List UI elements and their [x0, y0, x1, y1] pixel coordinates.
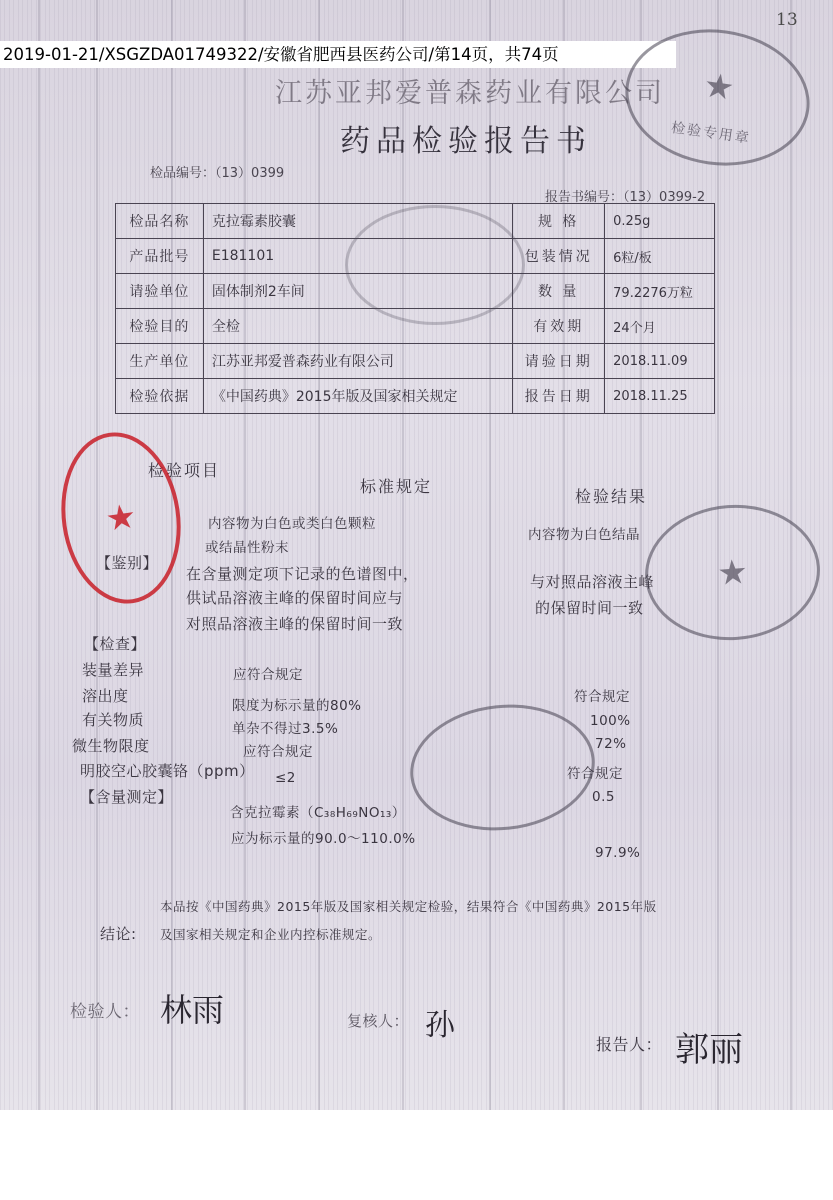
star-icon: ★ [701, 65, 737, 110]
star-icon: ★ [715, 551, 750, 594]
cell-label: 包装情况 [513, 239, 605, 274]
col-header-result: 检验结果 [575, 487, 648, 506]
cell-label: 检验目的 [116, 309, 204, 344]
cell-label: 请验单位 [116, 274, 204, 309]
table-row [116, 344, 715, 379]
cell-label: 规 格 [513, 204, 605, 239]
cell-value: 2018.11.09 [605, 344, 715, 379]
check-label: 【检查】 [84, 635, 147, 653]
table-row [116, 379, 715, 414]
col-header-standard: 标准规定 [360, 477, 433, 496]
ident-result: 与对照品溶液主峰 [530, 573, 655, 591]
conclusion-text: 及国家相关规定和企业内控标准规定。 [160, 927, 382, 942]
inspector-signature: 林雨 [160, 991, 225, 1029]
col-header-item: 检验项目 [148, 461, 221, 480]
ident-label: 【鉴别】 [96, 554, 159, 572]
check-standard: 应符合规定 [233, 667, 303, 683]
faded-seal-stamp [345, 205, 525, 325]
ident-standard: 在含量测定项下记录的色谱图中， [186, 565, 419, 583]
conclusion-text: 本品按《中国药典》2015年版及国家相关规定检验，结果符合《中国药典》2015年版 [160, 899, 657, 914]
ident-standard: 供试品溶液主峰的保留时间应与 [186, 589, 404, 607]
cell-label: 报告日期 [513, 379, 605, 414]
check-standard: 单杂不得过3.5% [232, 721, 339, 737]
assay-label: 【含量测定】 [80, 788, 174, 806]
reporter-signature: 郭丽 [675, 1030, 743, 1070]
traits-standard: 或结晶性粉末 [205, 540, 289, 556]
cell-value: 0.25g [605, 204, 715, 239]
cell-label: 数 量 [513, 274, 605, 309]
check-standard: 应符合规定 [243, 744, 313, 760]
traits-result: 内容物为白色结晶 [528, 527, 640, 543]
reporter-label: 报告人： [596, 1035, 663, 1054]
source-header: 2019-01-21/XSGZDA01749322/安徽省肥西县医药公司/第14页，共74页 [0, 41, 676, 68]
stamp-text: 检验专用章 [670, 119, 752, 147]
check-item: 微生物限度 [72, 737, 150, 755]
assay-standard: 含克拉霉素（C₃₈H₆₉NO₁₃） [230, 805, 406, 821]
cell-value: 固体制剂2车间 [203, 274, 512, 309]
cell-label: 请验日期 [513, 344, 605, 379]
cell-label: 生产单位 [116, 344, 204, 379]
cell-value: 6粒/板 [605, 239, 715, 274]
cell-value: 24个月 [605, 309, 715, 344]
cell-value: 江苏亚邦爱普森药业有限公司 [203, 344, 512, 379]
chromium-result: 0.5 [592, 789, 615, 805]
cell-value: 《中国药典》2015年版及国家相关规定 [203, 379, 512, 414]
cell-value: 克拉霉素胶囊 [203, 204, 512, 239]
report-seal-stamp [404, 696, 601, 840]
check-item: 有关物质 [82, 711, 145, 729]
check-result: 符合规定 [574, 689, 630, 705]
cell-value: 79.2276万粒 [605, 274, 715, 309]
cell-label: 检品名称 [116, 204, 204, 239]
page-mark: 13 [776, 10, 798, 30]
check-result: 100% [590, 713, 631, 729]
check-result: 符合规定 [567, 766, 623, 782]
check-item: 装量差异 [82, 661, 145, 679]
cell-label: 产品批号 [116, 239, 204, 274]
check-result: 72% [595, 736, 627, 752]
check-standard: ≤2 [275, 770, 296, 786]
cell-value: 2018.11.25 [605, 379, 715, 414]
ident-standard: 对照品溶液主峰的保留时间一致 [186, 615, 404, 633]
star-icon: ★ [103, 496, 139, 540]
assay-standard: 应为标示量的90.0～110.0% [231, 831, 416, 847]
traits-standard: 内容物为白色或类白色颗粒 [208, 516, 376, 532]
cell-value: 全检 [203, 309, 512, 344]
report-title: 药品检验报告书 [340, 124, 592, 159]
cell-label: 检验依据 [116, 379, 204, 414]
conclusion-label: 结论: [100, 925, 137, 943]
check-item: 溶出度 [82, 687, 129, 705]
ident-result: 的保留时间一致 [535, 599, 644, 617]
sample-number: 检品编号：（13）0399 [150, 166, 285, 181]
check-item: 明胶空心胶囊铬（ppm） [80, 762, 255, 780]
cell-value: E181101 [203, 239, 512, 274]
cell-label: 有效期 [513, 309, 605, 344]
quality-seal-stamp [641, 499, 825, 646]
reviewer-signature: 孙 [425, 1008, 455, 1043]
check-standard: 限度为标示量的80% [232, 698, 362, 714]
report-number: 报告书编号：（13）0399-2 [545, 190, 706, 205]
company-name: 江苏亚邦爱普森药业有限公司 [275, 78, 665, 109]
assay-result: 97.9% [595, 845, 641, 861]
inspector-label: 检验人： [70, 1002, 140, 1022]
reviewer-label: 复核人： [347, 1012, 410, 1030]
